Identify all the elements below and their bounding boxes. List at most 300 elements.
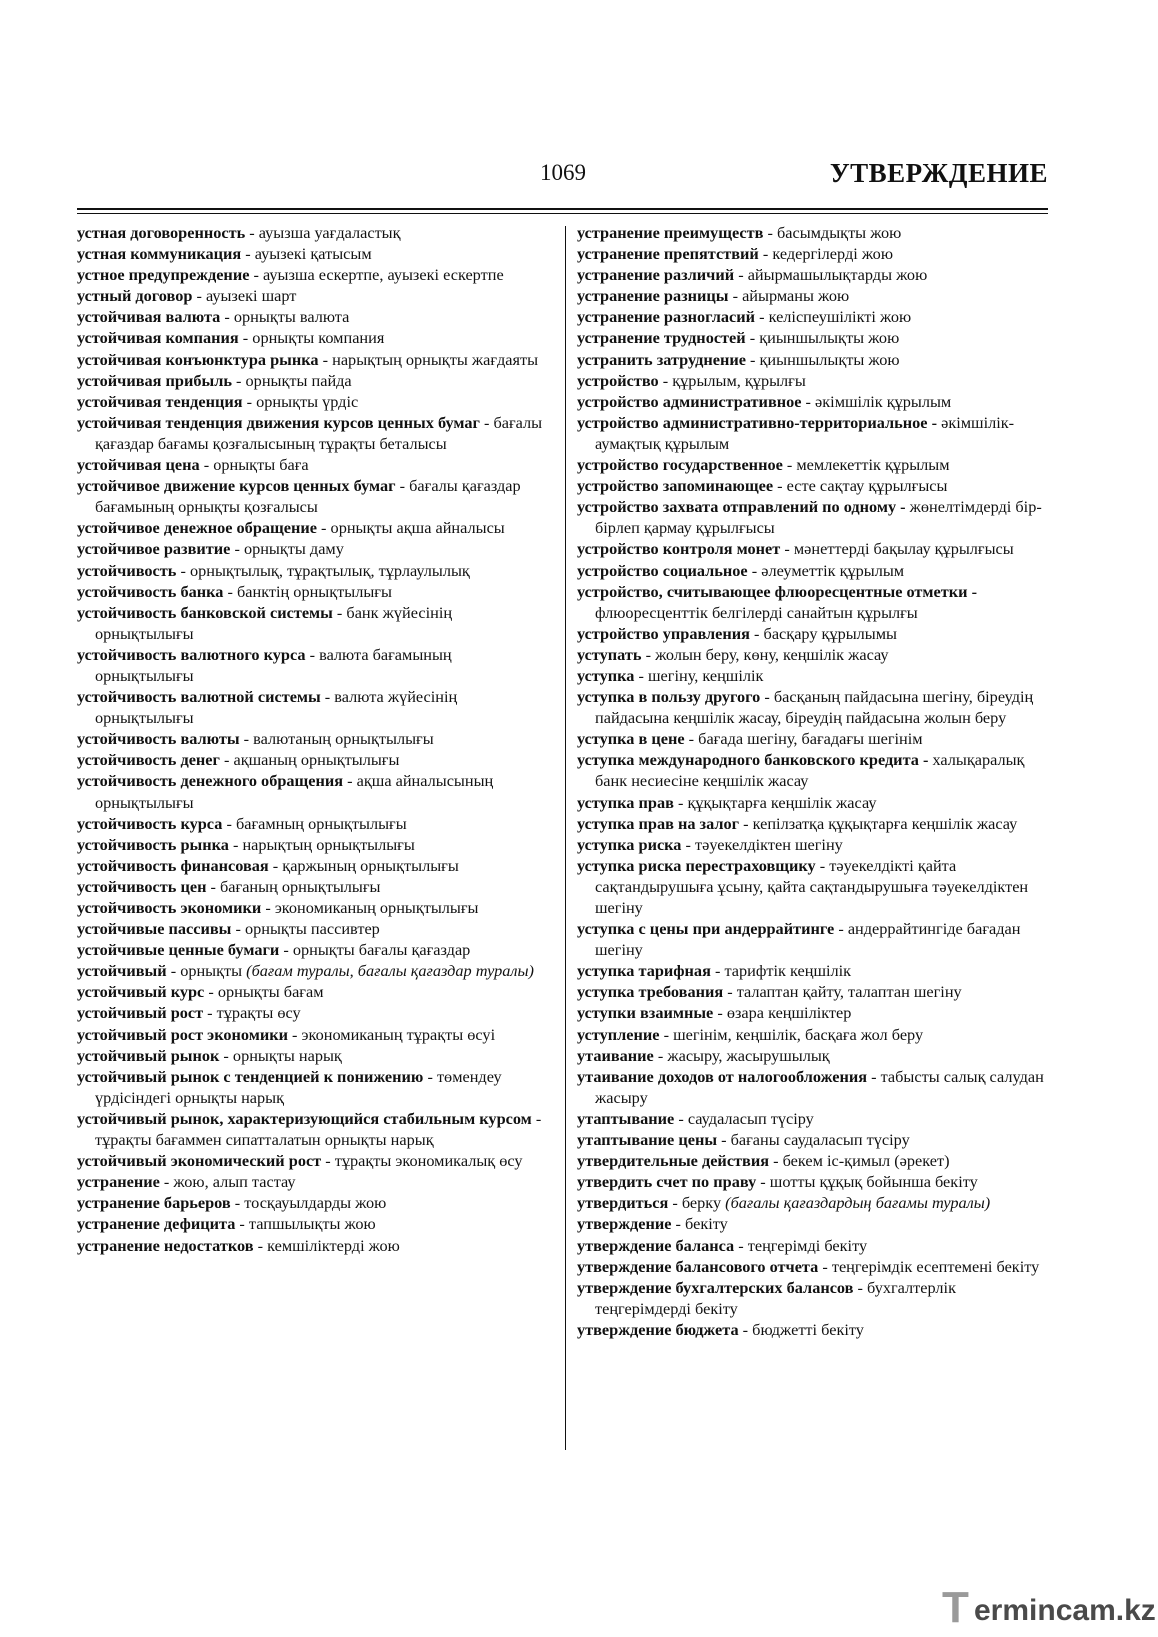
entry-term: устройство управления: [577, 623, 750, 643]
entry-separator: -: [531, 1108, 542, 1128]
entry-definition: нарықтың орнықтылығы: [242, 834, 415, 854]
entry-definition: орнықты валюта: [233, 307, 350, 327]
entry-definition: орнықты компания: [252, 328, 385, 348]
dictionary-entry: [77, 370, 551, 391]
entry-separator: -: [332, 602, 347, 622]
entry-definition: есте сақтау құрылғысы: [786, 476, 948, 496]
entry-definition: жою, алып тастау: [173, 1172, 296, 1192]
entry-term: утверждение балансового отчета: [577, 1256, 819, 1276]
entry-term: устойчивость денежного обращения: [77, 771, 344, 791]
entry-term: устройство административно-территориальное -: [577, 412, 938, 432]
dictionary-entry: [77, 1045, 551, 1066]
entry-separator: -: [249, 265, 263, 285]
dictionary-entry: [577, 644, 1051, 665]
entry-separator: -: [739, 813, 753, 833]
dictionary-entry: [577, 813, 1051, 834]
dictionary-entry: [77, 581, 551, 602]
entry-separator: -: [241, 244, 255, 264]
entry-separator: -: [223, 581, 237, 601]
guide-word: УТВЕРЖДЕНИЕ: [829, 158, 1048, 188]
dictionary-entry: [77, 602, 551, 644]
entry-term: утаптывание: [577, 1108, 675, 1128]
entry-term: утвердить счет по праву: [577, 1172, 757, 1192]
entry-term: утаивание: [577, 1045, 654, 1065]
dictionary-entry: [577, 1108, 1051, 1129]
entry-definition: жөнелтімдерді бір-бірлеп қармау құрылғысы: [595, 497, 1042, 538]
dictionary-entry: [77, 1002, 551, 1023]
dictionary-entry: [577, 728, 1051, 749]
entry-definition: валютаның орнықтылығы: [253, 729, 434, 749]
entry-separator: -: [749, 623, 764, 643]
entry-definition: бағамның орнықтылығы: [235, 813, 407, 833]
entry-definition: тұрақты өсу: [216, 1003, 301, 1023]
dictionary-entry: [577, 1024, 1051, 1045]
dictionary-entry: [577, 1235, 1051, 1256]
entry-definition: орнықты пассивтер: [244, 919, 380, 939]
entry-term: устройство: [577, 370, 659, 390]
entry-separator: -: [818, 1256, 832, 1276]
entry-separator: -: [343, 771, 357, 791]
entry-definition: айырманы жою: [742, 286, 850, 306]
entry-separator: -: [671, 1214, 686, 1234]
dictionary-entry: [577, 1277, 1051, 1319]
dictionary-entry: [577, 1171, 1051, 1192]
entry-term: утверждение бюджета: [577, 1319, 739, 1339]
entry-definition: тапшылықты жою: [248, 1214, 376, 1234]
dictionary-entry: [577, 454, 1051, 475]
dictionary-entry: [77, 454, 551, 475]
dictionary-entry: [77, 728, 551, 749]
dictionary-entry: [77, 349, 551, 370]
dictionary-entry: [577, 1192, 1051, 1213]
entry-term: устройство контроля монет: [577, 539, 781, 559]
dictionary-entry: [577, 1129, 1051, 1150]
dictionary-entry: [77, 1235, 551, 1256]
entry-definition: құрылым, құрылғы: [672, 370, 806, 390]
entry-term: устройство, считывающее флюоресцентные отметки -: [577, 581, 977, 601]
dictionary-entry: [577, 391, 1051, 412]
entry-separator: -: [658, 370, 673, 390]
entry-term: устойчивость курса: [77, 813, 223, 833]
entry-definition: әкімшілік құрылым: [815, 391, 952, 411]
entry-term: устойчивый рынок, характеризующийся стабильным курсом: [77, 1108, 532, 1128]
entry-term: утверждение бухгалтерских балансов: [577, 1277, 854, 1297]
entry-definition: мемлекеттік құрылым: [796, 455, 950, 475]
entry-separator: -: [204, 982, 218, 1002]
entry-separator: -: [834, 919, 848, 939]
dictionary-entry: [77, 686, 551, 728]
entry-term: уступка международного банковского кредита -: [577, 750, 929, 770]
entry-separator: -: [782, 455, 797, 475]
entry-term: уступление: [577, 1024, 660, 1044]
dictionary-entry: [77, 412, 551, 454]
entry-separator: -: [745, 349, 760, 369]
entry-separator: -: [228, 834, 243, 854]
entry-separator: -: [815, 855, 830, 875]
entry-term: устранить затруднение: [577, 349, 746, 369]
watermark-logo: [942, 1583, 1156, 1632]
right-column: [577, 222, 1051, 1340]
entry-definition: валюта жүйесінің орнықтылығы: [95, 687, 458, 728]
entry-term: уступка: [577, 665, 635, 685]
entry-term: устранение препятствий: [577, 244, 759, 264]
entry-term: утаивание доходов от налогообложения: [577, 1066, 868, 1086]
entry-term: устойчивый рост: [77, 1003, 204, 1023]
entry-term: устройство запоминающее: [577, 476, 774, 496]
entry-definition: бағалы қағаздар бағамы қозғалысының тұрақты беталысы: [95, 412, 543, 453]
entry-separator: -: [717, 1130, 731, 1150]
dictionary-entry: [77, 1192, 551, 1213]
entry-definition: орнықты бағам: [217, 982, 324, 1002]
entry-definition: саудаласып түсіру: [687, 1108, 814, 1128]
entry-definition: тосқауылдарды жою: [244, 1193, 387, 1213]
entry-definition: әлеуметтік құрылым: [761, 560, 905, 580]
dictionary-entry: [77, 222, 551, 243]
entry-definition: орнықты нарық: [232, 1045, 342, 1065]
dictionary-entry: [77, 560, 551, 581]
entry-definition: экономиканың орнықтылығы: [274, 898, 479, 917]
entry-term: устранение различий: [577, 265, 735, 285]
dictionary-entry: [77, 391, 551, 412]
entry-definition: бекіту: [685, 1214, 728, 1234]
entry-separator: -: [653, 1045, 668, 1065]
entry-note: (бағалы қағаздардың бағамы туралы): [725, 1193, 991, 1213]
entry-definition: банктің орнықтылығы: [236, 581, 392, 601]
entry-separator: -: [745, 328, 760, 348]
entry-definition: басымдықты жою: [776, 223, 902, 242]
dictionary-entry: [577, 855, 1051, 918]
entry-term: устойчивый курс: [77, 982, 205, 1002]
entry-term: уступка риска: [577, 834, 682, 854]
dictionary-entry: [77, 1150, 551, 1171]
dictionary-entry: [577, 686, 1051, 728]
entry-separator: -: [231, 370, 246, 390]
entry-term: устойчивость валюты: [77, 729, 240, 749]
entry-separator: -: [192, 286, 206, 306]
dictionary-entry: [77, 1108, 551, 1150]
entry-definition: ауызша уағдаластық: [258, 223, 401, 242]
entry-separator: -: [634, 665, 649, 685]
entry-definition: қиыншылықты жою: [759, 328, 900, 348]
dictionary-entry: [77, 960, 551, 981]
left-column: [77, 222, 551, 1256]
entry-definition: орнықты ақша айналысы: [330, 518, 505, 538]
entry-term: устойчивая валюта: [77, 307, 221, 327]
entry-term: устойчивый рост экономики: [77, 1024, 288, 1044]
entry-term: устойчивая компания: [77, 328, 239, 348]
entry-term: устойчивый: [77, 961, 167, 981]
entry-term: устойчивый экономический рост: [77, 1151, 322, 1171]
entry-definition: тұрақты бағаммен сипатталатын орнықты нарық: [95, 1130, 434, 1150]
entry-term: устойчивость банка: [77, 581, 224, 601]
entry-separator: -: [763, 223, 777, 242]
entry-separator: -: [769, 1151, 783, 1171]
dictionary-entry: [577, 285, 1051, 306]
entry-separator: -: [318, 349, 333, 369]
entry-term: устранение недостатков: [77, 1235, 254, 1255]
dictionary-entry: [77, 1171, 551, 1192]
dictionary-entry: [77, 855, 551, 876]
entry-term: утвердиться: [577, 1193, 669, 1213]
dictionary-entry: [77, 1024, 551, 1045]
entry-definition: өзара кеңшіліктер: [726, 1003, 852, 1023]
entry-term: устойчивость денег: [77, 750, 220, 770]
dictionary-entry: [77, 1213, 551, 1234]
entry-definition: флюоресценттік белгілерді санайтын құрылғы: [595, 602, 918, 622]
entry-term: устное предупреждение: [77, 265, 250, 285]
entry-separator: -: [755, 307, 769, 327]
dictionary-entry: [577, 581, 1051, 623]
entry-term: устойчивый рынок: [77, 1045, 220, 1065]
entry-term: устранение преимуществ: [577, 223, 764, 242]
entry-definition: берку: [681, 1193, 726, 1213]
entry-separator: -: [780, 539, 794, 559]
entry-definition: андеррайтингіде бағадан шегіну: [595, 919, 1021, 960]
entry-separator: -: [199, 455, 214, 475]
entry-separator: -: [220, 307, 234, 327]
entry-separator: -: [395, 476, 410, 496]
entry-separator: -: [203, 1003, 217, 1023]
entry-definition: тәуекелдікті қайта сақтандырушыға ұсыну, қайта сақтандырушыға тәуекелдіктен шегіну: [595, 855, 1029, 917]
entry-definition: орнықты үрдіс: [256, 391, 359, 411]
entry-definition: орнықты даму: [243, 539, 344, 559]
entry-separator: -: [867, 1066, 881, 1086]
entry-separator: -: [674, 1108, 688, 1128]
entry-term: устойчивый рынок с тенденцией к понижению: [77, 1066, 424, 1086]
dictionary-entry: [77, 939, 551, 960]
entry-separator: -: [166, 961, 181, 981]
entry-definition: табысты салық салудан жасыру: [595, 1066, 1044, 1107]
entry-term: устранение: [77, 1172, 160, 1192]
dictionary-entry: [577, 1213, 1051, 1234]
entry-definition: әкімшілік-аумақтық құрылым: [595, 412, 1015, 453]
dictionary-entry: [577, 222, 1051, 243]
header-rule-thin: [77, 213, 1048, 214]
entry-term: устойчивая конъюнктура рынка: [77, 349, 319, 369]
dictionary-entry: [577, 749, 1051, 791]
dictionary-entry: [577, 960, 1051, 981]
dictionary-entry: [77, 1066, 551, 1108]
dictionary-entry: [577, 327, 1051, 348]
entry-term: устойчивые пассивы: [77, 919, 232, 939]
dictionary-entry: [577, 1150, 1051, 1171]
entry-term: уступка тарифная: [577, 961, 711, 981]
entry-term: уступка прав на залог: [577, 813, 740, 833]
entry-separator: -: [681, 834, 696, 854]
entry-definition: орнықты баға: [213, 455, 309, 475]
entry-term: устойчивое развитие: [77, 539, 231, 559]
entry-term: устройство социальное: [577, 560, 748, 580]
entry-definition: басқаның пайдасына шегіну, біреудің пайдасына кеңшілік жасау, біреудің пайдасына жолын беру: [595, 687, 1034, 728]
dictionary-entry: [77, 770, 551, 812]
dictionary-entry: [577, 264, 1051, 285]
entry-separator: -: [222, 813, 236, 833]
entry-definition: нарықтың орнықты жағдаяты: [332, 349, 539, 369]
entry-term: устойчивая прибыль: [77, 370, 232, 390]
entry-definition: тәуекелдіктен шегіну: [695, 834, 843, 854]
entry-definition: кемшіліктерді жою: [267, 1235, 400, 1255]
dictionary-entry: [77, 918, 551, 939]
entry-separator: -: [734, 1235, 748, 1255]
entry-separator: -: [758, 244, 773, 264]
column-divider: [565, 226, 566, 1450]
entry-term: устойчивая тенденция: [77, 391, 243, 411]
entry-separator: -: [710, 961, 725, 981]
dictionary-entry: [577, 1319, 1051, 1340]
dictionary-entry: [577, 560, 1051, 581]
entry-definition: шегіну, кеңшілік: [648, 665, 764, 685]
entry-separator: -: [728, 286, 743, 306]
entry-term: устойчивость финансовая: [77, 855, 269, 875]
entry-separator: -: [231, 919, 245, 939]
entry-definition: банк жүйесінің орнықтылығы: [95, 602, 453, 643]
dictionary-entry: [77, 897, 551, 918]
entry-note: (бағам туралы, бағалы қағаздар туралы): [246, 961, 534, 981]
dictionary-entry: [577, 306, 1051, 327]
entry-definition: кедергілерді жою: [772, 244, 893, 264]
entry-term: устная договоренность: [77, 223, 246, 242]
dictionary-entry: [577, 1066, 1051, 1108]
entry-definition: ауызекі шарт: [205, 286, 297, 306]
entry-term: устойчивость валютного курса: [77, 644, 306, 664]
entry-term: устойчивое денежное обращение: [77, 518, 317, 538]
entry-term: уступки взаимные: [577, 1003, 714, 1023]
entry-definition: экономиканың тұрақты өсуі: [301, 1024, 496, 1044]
entry-definition: айырмашылықтарды жою: [747, 265, 928, 285]
entry-definition: орнықты: [180, 961, 247, 981]
entry-term: устойчивая тенденция движения курсов ценных бумаг: [77, 412, 480, 432]
entry-term: устойчивость рынка: [77, 834, 229, 854]
entry-definition: ауызша ескертпе, ауызекі ескертпе: [263, 265, 504, 285]
entry-term: устойчивость банковской системы: [77, 602, 333, 622]
entry-separator: -: [206, 876, 221, 896]
entry-separator: -: [287, 1024, 302, 1044]
entry-term: устная коммуникация: [77, 244, 242, 264]
entry-term: устойчивость валютной системы: [77, 687, 321, 707]
entry-definition: талаптан қайту, талаптан шегіну: [736, 982, 962, 1002]
entry-separator: -: [479, 412, 494, 432]
entry-separator: -: [734, 265, 748, 285]
entry-term: утверждение баланса: [577, 1235, 735, 1255]
dictionary-entry: [77, 264, 551, 285]
entry-term: устойчивая цена: [77, 455, 200, 475]
entry-definition: кепілзатқа құқықтарға кеңшілік жасау: [752, 813, 1018, 833]
entry-separator: -: [321, 1151, 335, 1171]
entry-definition: төмендеу үрдісіндегі орнықты нарық: [95, 1066, 502, 1107]
entry-separator: -: [230, 1193, 245, 1213]
entry-term: устранение барьеров: [77, 1193, 231, 1213]
entry-separator: -: [253, 1235, 268, 1255]
entry-term: уступать: [577, 644, 642, 664]
entry-separator: -: [423, 1066, 437, 1086]
entry-separator: -: [268, 855, 283, 875]
entry-term: устойчивые ценные бумаги: [77, 940, 280, 960]
entry-definition: ақша айналысының орнықтылығы: [95, 771, 494, 812]
dictionary-entry: [577, 349, 1051, 370]
entry-definition: құқықтарға кеңшілік жасау: [687, 792, 877, 812]
entry-term: уступка риска перестраховщику: [577, 855, 816, 875]
entry-definition: орнықтылық, тұрақтылық, тұрлаулылық: [189, 560, 470, 580]
entry-separator: -: [305, 644, 320, 664]
entry-definition: ауызекі қатысым: [254, 244, 372, 264]
entry-separator: -: [801, 391, 816, 411]
entry-separator: -: [219, 1045, 233, 1065]
entry-term: утверждение: [577, 1214, 672, 1234]
entry-separator: -: [316, 518, 331, 538]
entry-term: утаптывание цены: [577, 1130, 718, 1150]
entry-term: уступка в пользу другого: [577, 687, 761, 707]
entry-separator: -: [261, 898, 275, 917]
entry-term: уступка в цене: [577, 729, 685, 749]
entry-term: устройство захвата отправлений по одному -: [577, 497, 906, 517]
dictionary-entry: [577, 412, 1051, 454]
entry-term: устный договор: [77, 286, 193, 306]
entry-definition: теңгерімді бекіту: [747, 1235, 868, 1255]
entry-term: устранение разногласий: [577, 307, 756, 327]
dictionary-entry: [77, 981, 551, 1002]
entry-definition: халықаралық банк несиесіне кеңшілік жасау: [595, 750, 1025, 791]
entry-definition: орнықты бағалы қағаздар: [292, 940, 471, 960]
entry-separator: -: [230, 539, 244, 559]
dictionary-entry: [77, 243, 551, 264]
dictionary-entry: [577, 918, 1051, 960]
entry-definition: теңгерімдік есептемені бекіту: [831, 1256, 1040, 1276]
entry-definition: валюта бағамының орнықтылығы: [95, 644, 452, 685]
dictionary-entry: [577, 370, 1051, 391]
dictionary-entry: [577, 1045, 1051, 1066]
dictionary-entry: [77, 749, 551, 770]
entry-separator: -: [235, 1214, 249, 1234]
watermark-letter: T: [942, 1583, 969, 1632]
dictionary-entry: [577, 1256, 1051, 1277]
entry-term: устойчивость экономики: [77, 898, 262, 917]
dictionary-entry: [77, 306, 551, 327]
entry-term: устройство государственное: [577, 455, 783, 475]
dictionary-entry: [577, 792, 1051, 813]
dictionary-entry: [77, 876, 551, 897]
entry-definition: мәнеттерді бақылау құрылғысы: [793, 539, 1014, 559]
dictionary-entry: [77, 475, 551, 517]
entry-definition: тарифтік кеңшілік: [724, 961, 852, 981]
dictionary-entry: [577, 834, 1051, 855]
entry-separator: -: [747, 560, 762, 580]
entry-separator: -: [773, 476, 787, 496]
entry-separator: -: [641, 644, 656, 664]
entry-term: устойчивость цен: [77, 876, 207, 896]
entry-separator: -: [668, 1193, 682, 1213]
entry-term: устойчивость: [77, 560, 177, 580]
entry-separator: -: [684, 729, 699, 749]
entry-definition: шегінім, кеңшілік, басқаға жол беру: [673, 1024, 924, 1044]
entry-term: устранение трудностей: [577, 328, 746, 348]
entry-definition: бекем іс-қимыл (әрекет): [782, 1151, 950, 1171]
entry-definition: бағалы қағаздар бағамының орнықты қозғалысы: [95, 476, 521, 517]
entry-term: устойчивое движение курсов ценных бумаг: [77, 476, 396, 496]
entry-definition: бюджетті бекіту: [752, 1319, 864, 1339]
entry-separator: -: [279, 940, 293, 960]
entry-term: устранение разницы: [577, 286, 729, 306]
entry-term: устройство административное: [577, 391, 802, 411]
entry-definition: басқару құрылымы: [763, 623, 897, 643]
entry-separator: -: [245, 223, 259, 242]
dictionary-entry: [77, 644, 551, 686]
dictionary-entry: [77, 285, 551, 306]
entry-definition: бағаны саудаласып түсіру: [730, 1130, 910, 1150]
entry-term: уступка с цены при андеррайтинге: [577, 919, 835, 939]
entry-separator: -: [738, 1319, 753, 1339]
entry-definition: қиыншылықты жою: [759, 349, 900, 369]
entry-separator: -: [760, 687, 774, 707]
